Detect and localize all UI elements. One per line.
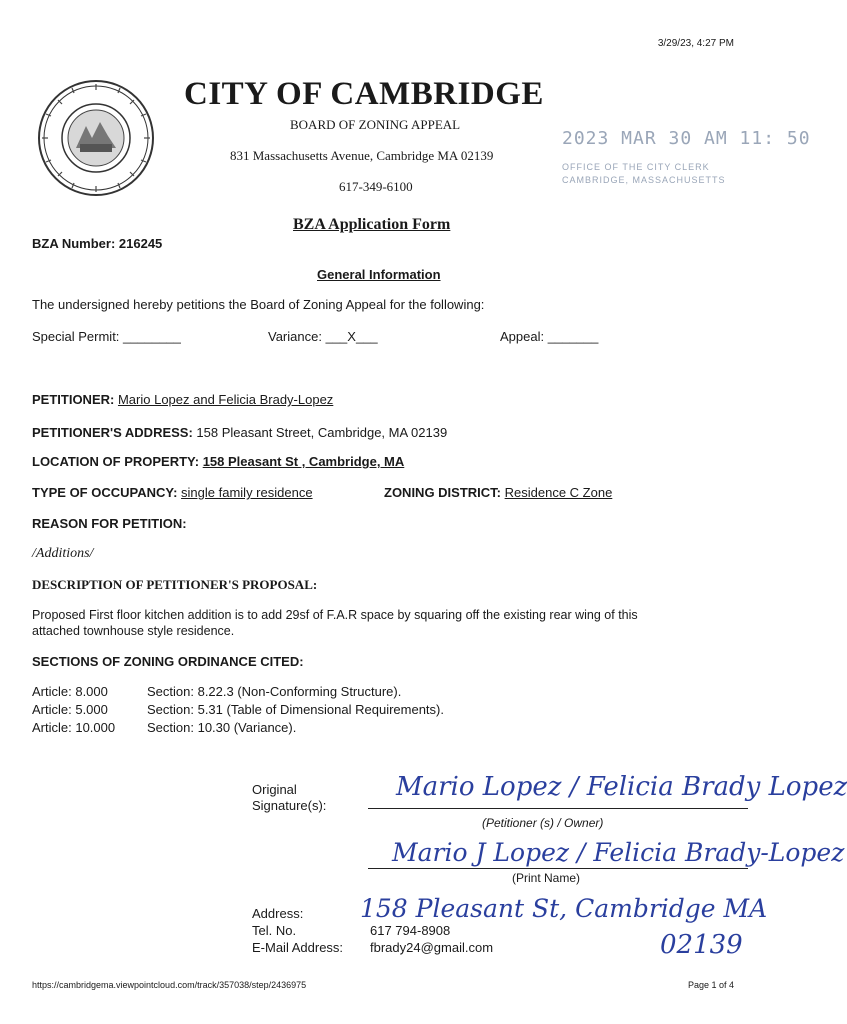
email-value: fbrady24@gmail.com (370, 940, 494, 955)
signature-line (368, 808, 748, 809)
city-title: CITY OF CAMBRIDGE (184, 76, 544, 112)
footer-url: https://cambridgema.viewpointcloud.com/track/357038/step/2436975 (32, 980, 307, 990)
variance-value: ___X___ (325, 329, 378, 344)
received-stamp: 2023 MAR 30 AM 11: 50 (562, 128, 811, 149)
email-label: E-Mail Address: (252, 940, 344, 955)
original-label: Original (252, 782, 297, 797)
petitioner-label: PETITIONER: (32, 392, 115, 407)
petitioner-address-row (32, 425, 447, 440)
form-title: BZA Application Form (293, 216, 451, 233)
board-phone: 617-349-6100 (339, 179, 413, 194)
special-permit-row (32, 329, 181, 344)
occupancy-label: TYPE OF OCCUPANCY: (32, 485, 178, 500)
special-permit-label: Special Permit: (32, 329, 120, 344)
location-value: 158 Pleasant St , Cambridge, MA (202, 454, 405, 469)
article-3: Article: 10.000 (32, 720, 116, 735)
bza-number: BZA Number: 216245 (32, 236, 163, 251)
board-name: BOARD OF ZONING APPEAL (290, 117, 461, 132)
sections-label: SECTIONS OF ZONING ORDINANCE CITED: (32, 654, 304, 669)
tel-label: Tel. No. (252, 923, 297, 938)
print-name-line (368, 868, 748, 869)
petition-intro: The undersigned hereby petitions the Board of Zoning Appeal for the following: (32, 297, 485, 312)
zoning-district-label: ZONING DISTRICT: (384, 485, 501, 500)
handwritten-print-name: Mario J Lopez / Felicia Brady-Lopez (392, 838, 845, 867)
location-row (32, 454, 404, 469)
petitioner-address-label: PETITIONER'S ADDRESS: (32, 425, 193, 440)
description-line-1: Proposed First floor kitchen addition is to add 29sf of F.A.R space by squaring off the existing rear wing of this (32, 608, 638, 622)
print-timestamp: 3/29/23, 4:27 PM (657, 38, 734, 49)
handwritten-address: 158 Pleasant St, Cambridge MA (360, 894, 768, 923)
handwritten-zip: 02139 (660, 930, 743, 960)
section-1: Section: 8.22.3 (Non-Conforming Structure). (147, 684, 402, 699)
reason-value: /Additions/ (32, 546, 94, 561)
location-label: LOCATION OF PROPERTY: (32, 454, 200, 469)
zoning-district-value: Residence C Zone (504, 485, 613, 500)
appeal-label: Appeal: (500, 329, 545, 344)
board-address: 831 Massachusetts Avenue, Cambridge MA 02139 (230, 148, 494, 163)
handwritten-signature: Mario Lopez / Felicia Brady Lopez (396, 772, 847, 802)
tel-value: 617 794-8908 (370, 923, 451, 938)
article-1: Article: 8.000 (32, 684, 108, 699)
appeal-value: _______ (547, 329, 599, 344)
article-2: Article: 5.000 (32, 702, 108, 717)
variance-row (268, 329, 378, 344)
reason-label: REASON FOR PETITION: (32, 516, 187, 531)
city-seal-image (36, 78, 156, 198)
variance-label: Variance: (268, 329, 322, 344)
occupancy-row (32, 485, 313, 500)
zoning-district-row (384, 485, 612, 500)
signatures-label: Signature(s): (252, 798, 327, 813)
special-permit-value: ________ (123, 329, 181, 344)
section-3: Section: 10.30 (Variance). (147, 720, 297, 735)
section-2: Section: 5.31 (Table of Dimensional Requirements). (147, 702, 444, 717)
address-label: Address: (252, 906, 304, 921)
appeal-row (500, 329, 598, 344)
stamp-office-line: OFFICE OF THE CITY CLERK (562, 162, 710, 172)
general-info-heading: General Information (317, 267, 441, 282)
petitioner-value: Mario Lopez and Felicia Brady-Lopez (117, 392, 334, 407)
description-label: DESCRIPTION OF PETITIONER'S PROPOSAL: (32, 577, 318, 592)
page-number: Page 1 of 4 (687, 980, 734, 990)
petitioner-caption: (Petitioner (s) / Owner) (482, 816, 604, 830)
stamp-city-line: CAMBRIDGE, MASSACHUSETTS (562, 175, 726, 185)
description-line-2: attached townhouse style residence. (32, 624, 235, 638)
petitioner-row (32, 392, 333, 407)
petitioner-address-value: 158 Pleasant Street, Cambridge, MA 02139 (196, 425, 448, 440)
occupancy-value: single family residence (181, 485, 313, 500)
print-name-caption: (Print Name) (512, 871, 581, 885)
